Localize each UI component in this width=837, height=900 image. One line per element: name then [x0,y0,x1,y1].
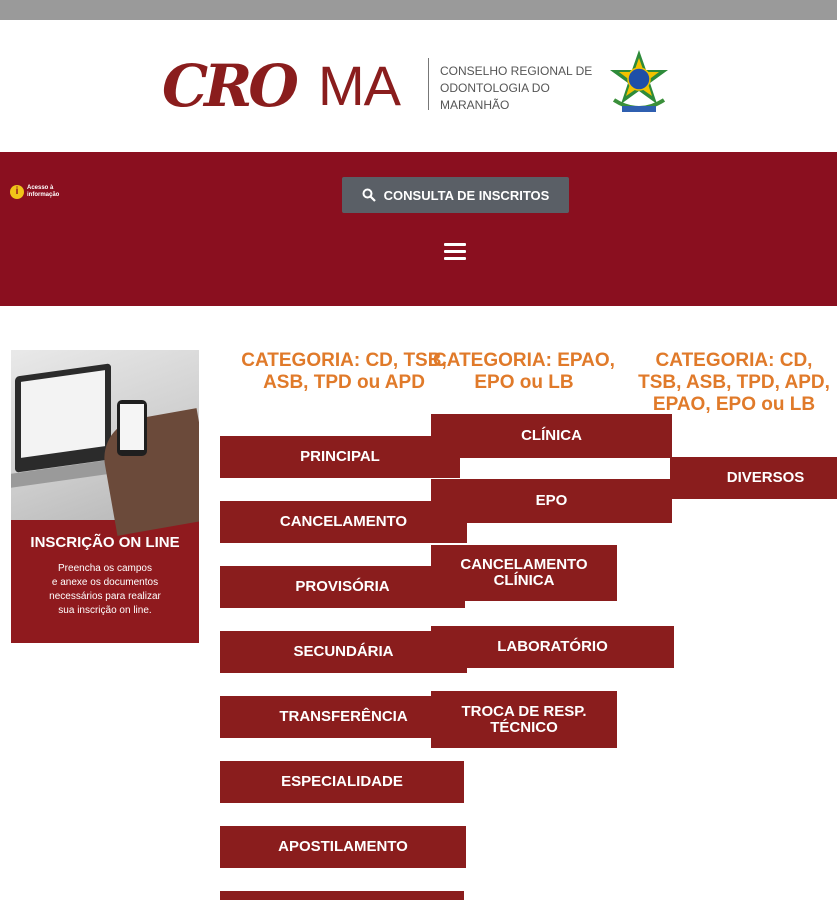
troca-resp-tecnico-button[interactable]: TROCA DE RESP. TÉCNICO [431,691,617,748]
promo-text-line: e anexe os documentos [51,577,159,588]
org-name [440,63,600,114]
org-name-line: MARANHÃO [440,98,510,112]
online-registration-promo[interactable] [11,350,199,643]
promo-text-line: necessários para realizar [49,591,161,602]
cancelamento-button[interactable]: CANCELAMENTO [220,501,467,543]
diversos-button[interactable]: DIVERSOS [670,457,837,499]
region-logo: MA [318,54,400,117]
apostilamento-button[interactable]: APOSTILAMENTO [220,826,466,868]
provisoria-button[interactable]: PROVISÓRIA [220,566,465,608]
transferencia-button[interactable]: TRANSFERÊNCIA [220,696,467,738]
laptop-image [15,363,111,472]
promo-photo [11,350,199,520]
cro-logo[interactable]: CRO [162,52,295,120]
org-name-line: CONSELHO REGIONAL DE [440,64,593,78]
access-information-label [27,185,59,199]
promo-title: INSCRIÇÃO ON LINE [30,534,180,551]
category-title-all: CATEGORIA: CD, TSB, ASB, TPD, APD, EPAO, EPO ou LB [638,350,830,415]
access-information-link[interactable] [10,185,59,199]
main-banner [0,152,837,306]
access-label-line: informação [27,192,60,198]
epo-button[interactable]: EPO [431,479,672,523]
laboratorio-button[interactable]: LABORATÓRIO [431,626,674,668]
hand-image [98,408,199,536]
menu-icon[interactable] [444,243,466,261]
coat-of-arms-icon [604,48,674,118]
info-icon: i [10,185,24,199]
next-button-partial[interactable] [220,891,464,900]
category-title-professionals: CATEGORIA: CD, TSB, ASB, TPD ou APD [241,350,447,393]
promo-text-line: Preencha os campos [58,563,152,574]
promo-text-line: sua inscrição on line. [58,605,152,616]
cancelamento-clinica-button[interactable]: CANCELAMENTO CLÍNICA [431,545,617,601]
logo-divider [428,58,429,110]
clinica-button[interactable]: CLÍNICA [431,414,672,458]
secundaria-button[interactable]: SECUNDÁRIA [220,631,467,673]
consulta-inscritos-label: CONSULTA DE INSCRITOS [383,187,550,203]
org-name-line: ODONTOLOGIA DO [440,81,550,95]
site-header [0,20,837,152]
access-label-line: Acesso à [27,185,54,191]
promo-text [21,562,189,618]
search-icon [362,188,376,202]
consulta-inscritos-button[interactable] [342,177,569,213]
browser-top-bar [0,0,837,20]
category-title-establishments: CATEGORIA: EPAO, EPO ou LB [433,350,615,393]
principal-button[interactable]: PRINCIPAL [220,436,460,478]
phone-image [117,400,147,456]
especialidade-button[interactable]: ESPECIALIDADE [220,761,464,803]
